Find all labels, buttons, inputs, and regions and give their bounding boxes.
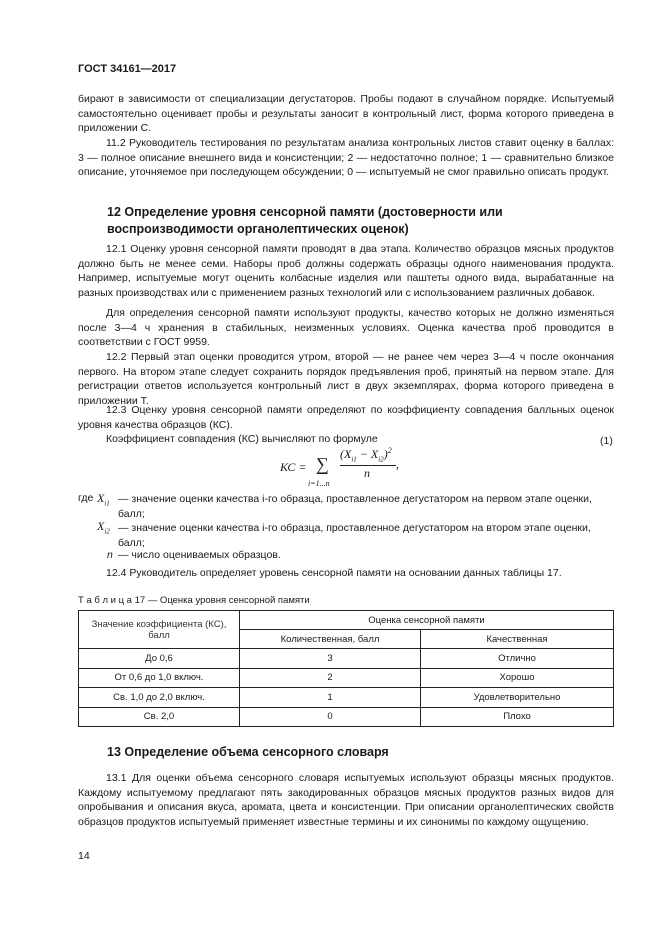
page-number: 14 [78,850,90,862]
definition-n: — число оцениваемых образцов. [118,549,281,561]
where-label: где [78,492,94,504]
sum-range: i=1...n [308,479,330,488]
paragraph: 12.2 Первый этап оценки проводится утром, второй — не ранее чем через 3—4 ч после окончания первого. На втором этапе следует сохранить порядок предъявления проб, принятый на первом этапе. Для регистрации ответов используется контрольный лист в двух экземплярах, форма которого приведена в приложении Т. [78,351,614,407]
section-heading-12: 12 Определение уровня сенсорной памяти (достоверности или воспроизводимости органолептических оценок) [107,205,503,236]
table-row: До 0,6 3 Отлично [79,649,614,669]
formula: КС = ∑ i=1...n $(X_{i1} - X_{i2})^2$ n , [280,446,399,488]
formula-numerator: $(X_{i1} - X_{i2})^2$ [340,446,392,464]
document-header: ГОСТ 34161—2017 [78,63,177,75]
symbol-n: n [107,549,113,561]
table-row: Св. 1,0 до 2,0 включ. 1 Удовлетворительно [79,688,614,708]
paragraph: 11.2 Руководитель тестирования по результатам анализа контрольных листов ставит оценку в баллах: 3 — полное описание внешнего вида и консистенции; 2 — недостаточно полное; 1 — сравнительно близкое описание, уточняемое при последующем обсуждении; 0 — испытуемый не смог правильно описать продукт. [78,137,614,179]
col-header-group: Оценка сенсорной памяти [240,611,614,630]
paragraph: 13.1 Для оценки объема сенсорного словаря испытуемых используют образцы мясных продуктов. Каждому испытуемому предлагают пять закодированных образцов мясных продуктов разных видов для опробывания и описания вкуса, аромата, цвета и консистенции. При описании органолептических свойств образцов продуктов испытуемый применяет известные термины и их синонимы по каждому ощущению. [78,772,614,828]
paragraph: 12.1 Оценку уровня сенсорной памяти проводят в два этапа. Количество образцов мясных продуктов должно быть не менее семи. Наборы проб должны содержать образцы одного наименования продукта. Например, испытуемые могут оценить колбасные изделия или паштеты одного вида, вырабатанные на разных производствах или с применением разных технологий или с использованием различных добавок. [78,243,614,299]
equation-number: (1) [600,435,613,447]
formula-denominator: n [364,466,370,480]
formula-lhs: КС = [280,460,307,474]
sum-symbol: ∑ [316,454,329,474]
paragraph: Для определения сенсорной памяти используют продукты, качество которых не должно изменяться после 3—4 ч хранения в стабильных, неизменных условиях. Оценка качества проб проводится в соответствии с ГОСТ 9959. [78,307,614,349]
table-row: Св. 2,0 0 Плохо [79,707,614,727]
table-caption: Т а б л и ц а 17 — Оценка уровня сенсорной памяти [78,595,310,606]
section-heading-13: 13 Определение объема сенсорного словаря [107,745,389,759]
col-header-qual: Качественная [421,630,614,649]
definition-xi2: — значение оценки качества i-го образца, проставленное дегустатором на втором этапе оценки, балл; [118,522,591,549]
sensory-memory-table [78,610,614,727]
paragraph: 12.3 Оценку уровня сенсорной памяти определяют по коэффициенту совпадения балльных оценок уровня качества образцов (КС). [78,404,614,431]
table-row: От 0,6 до 1,0 включ. 2 Хорошо [79,668,614,688]
symbol-xi2: $X_{i2}$ [97,519,110,536]
paragraph: 12.4 Руководитель определяет уровень сенсорной памяти на основании данных таблицы 17. [106,567,562,579]
paragraph: бирают в зависимости от специализации дегустаторов. Пробы подают в случайном порядке. Испытуемый самостоятельно оценивает пробы и результаты заносит в контрольный лист, форма которого приведена в приложении С. [78,93,614,135]
definition-xi1: — значение оценки качества i-го образца, проставленное дегустатором на первом этапе оценки, балл; [118,493,592,520]
symbol-xi1: $X_{i1}$ [97,491,110,508]
col-header-quant: Количественная, балл [240,630,421,649]
paragraph: Коэффициент совпадения (КС) вычисляют по формуле [106,433,378,445]
col-header-value: Значение коэффициента (КС), балл [79,611,240,649]
